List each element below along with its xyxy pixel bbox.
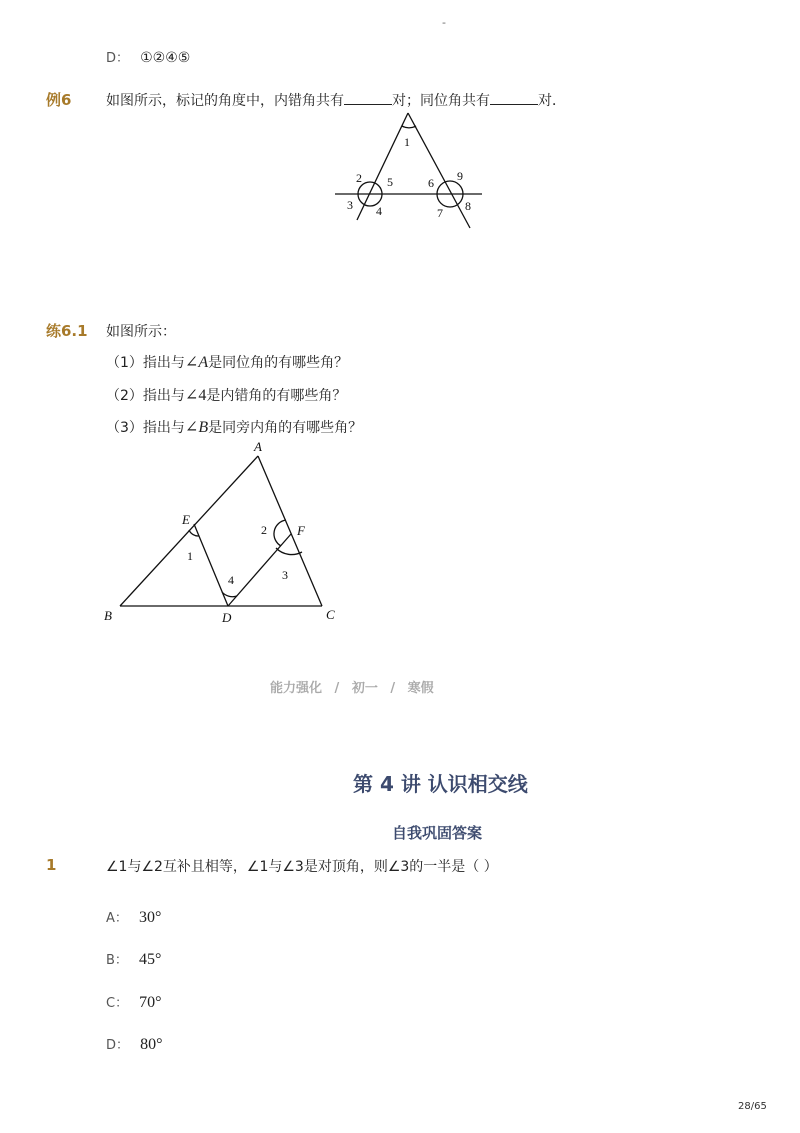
question-text: 对．: [538, 93, 566, 109]
option-value: 30°: [139, 909, 162, 926]
angle-label: 3: [282, 568, 288, 582]
question-text: （2）指出与: [106, 388, 185, 404]
option-key: A：: [106, 911, 128, 926]
angle-label: 3: [347, 198, 353, 212]
angle-variable: B: [198, 419, 209, 436]
tag-separator: /: [334, 681, 340, 696]
angle-label: 2: [261, 523, 267, 537]
example-6-question: [106, 90, 566, 110]
practice-6-1-figure: [98, 436, 348, 631]
practice-6-1-label: 练6.1: [46, 322, 88, 340]
section-subtitle: 自我巩固答案: [392, 824, 483, 842]
angle-label: 2: [356, 171, 362, 185]
option-value: 45°: [139, 951, 162, 968]
option-d[interactable]: [106, 1034, 163, 1054]
practice-6-1-q3: [106, 417, 362, 437]
answer-blank: [344, 92, 392, 105]
point-label: B: [104, 608, 112, 623]
top-mark: -: [442, 16, 446, 29]
practice-6-1-intro: 如图所示：: [106, 324, 176, 340]
option-key: D：: [106, 1038, 130, 1053]
course-tag: [270, 677, 434, 696]
angle-label: 5: [387, 175, 393, 189]
angle-label: 6: [428, 176, 434, 190]
section-title: 第 4 讲 认识相交线: [353, 772, 528, 796]
angle-symbol: ∠: [184, 354, 199, 371]
angle-label: 4: [376, 204, 382, 218]
page-number: 28/65: [738, 1101, 767, 1112]
question-text: （3）指出与: [106, 420, 185, 436]
answer-blank: [490, 92, 538, 105]
figure-line: [357, 113, 408, 220]
option-key: B：: [106, 953, 128, 968]
course-grade: 初一: [351, 681, 378, 696]
option-b[interactable]: [106, 949, 161, 969]
angle-symbol: ∠4: [184, 387, 207, 404]
example-6-label: 例6: [46, 91, 72, 109]
question-text: （1）指出与: [106, 355, 185, 371]
point-label: D: [222, 610, 232, 625]
question-text: 对；同位角共有: [392, 93, 490, 109]
point-label: A: [254, 439, 262, 454]
figure-line: [258, 456, 322, 606]
angle-label: 4: [228, 573, 234, 587]
course-term: 寒假: [407, 681, 434, 696]
tag-separator: /: [390, 681, 396, 696]
angle-label: 9: [457, 169, 463, 183]
question-1-number: 1: [46, 856, 57, 874]
option-c[interactable]: [106, 992, 162, 1012]
angle-label: 8: [465, 199, 471, 213]
point-label: C: [326, 607, 335, 622]
option-value: 80°: [140, 1036, 163, 1053]
point-label: F: [297, 523, 305, 538]
question-text: 是内错角的有哪些角？: [206, 388, 347, 404]
option-key: C：: [106, 996, 129, 1011]
course-name: 能力强化: [270, 681, 323, 696]
question-text: 是同旁内角的有哪些角？: [208, 420, 363, 436]
angle-variable: A: [198, 354, 209, 371]
angle-arc: [402, 126, 416, 128]
angle-label: 7: [437, 206, 443, 220]
question-1-text: ∠1与∠2互补且相等，∠1与∠3是对顶角，则∠3的一半是（ ）: [106, 859, 498, 875]
point-label: E: [182, 512, 190, 527]
practice-6-1-q2: [106, 385, 346, 405]
question-text: 是同位角的有哪些角？: [208, 355, 349, 371]
option-value: 70°: [139, 994, 162, 1011]
practice-6-1-q1: [106, 352, 348, 372]
example-6-figure: [330, 108, 490, 233]
angle-label: 1: [187, 549, 193, 563]
angle-symbol: ∠: [184, 419, 199, 436]
option-a[interactable]: [106, 907, 161, 927]
angle-label: 1: [404, 135, 410, 149]
prev-option-d: [106, 47, 190, 66]
option-value: ①②④⑤: [140, 50, 191, 66]
question-text: 如图所示，标记的角度中，内错角共有: [106, 93, 344, 109]
option-key: D：: [106, 51, 130, 66]
